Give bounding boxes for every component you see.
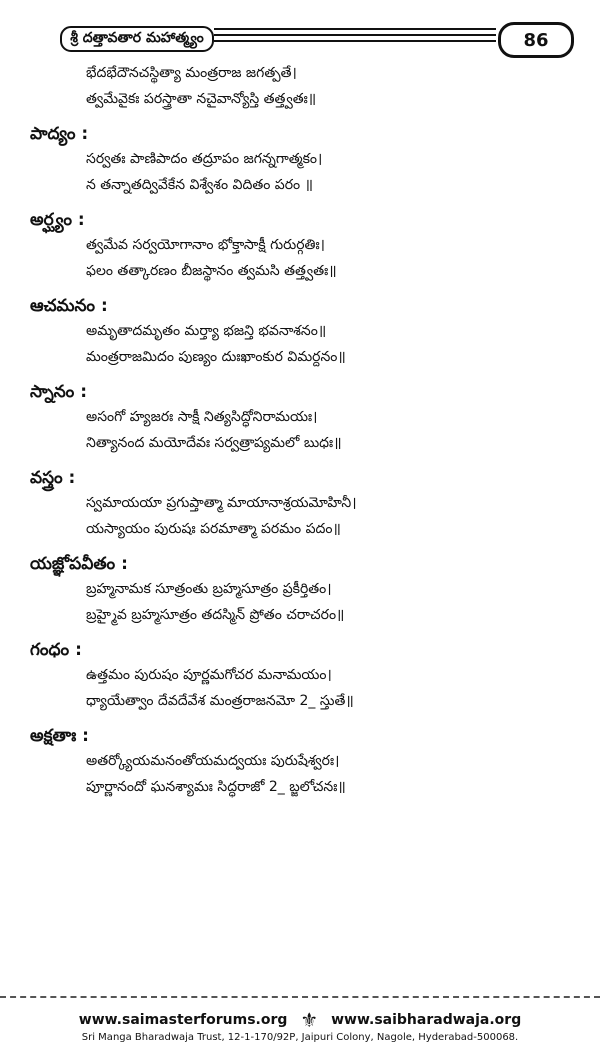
verse-line: సర్వతః పాణిపాదం తద్రూపం జగన్నగాత్మకం। <box>86 151 323 167</box>
page-footer <box>0 988 600 1058</box>
verse-line: అమృతాదమృతం మర్త్యా భజన్తి భవనాశనం॥ <box>86 323 327 339</box>
verse-line: బ్రహ్మైవ బ్రహ్మసూత్రం తదస్మిన్ ప్రోతం చరాచరం॥ <box>86 607 345 623</box>
section-snanam <box>0 380 600 456</box>
verse-line: న తన్నాతద్వివేకేన విశ్వేశం విదితం పరం ॥ <box>86 177 313 193</box>
verse-line: ధ్యాయేత్వాం దేవదేవేశ మంత్రరాజనమో 2_ స్తుతే॥ <box>86 693 354 709</box>
verse-line: ఫలం తత్కారణం బీజస్థానం త్వమసి తత్త్వతః॥ <box>86 263 337 279</box>
section-akshatah <box>0 724 600 800</box>
page-header <box>0 0 600 62</box>
verse-line: యస్యాయం పురుషః పరమాత్మా పరమం పదం॥ <box>86 521 341 537</box>
section-arghyam <box>0 208 600 284</box>
section-gandham <box>0 638 600 714</box>
website-link-left[interactable]: www.saimasterforums.org <box>78 1012 288 1028</box>
verse-line: స్వమాయయా ప్రగుప్తాత్మా మాయానాశ్రయమోహినీ। <box>86 495 357 511</box>
verse-line: ఉత్తమం పురుషం పూర్ణమగోచర మనామయం। <box>86 667 332 683</box>
section-heading: వస్త్రం : <box>30 468 76 488</box>
verse-line: అసంగో హ్యజరః సాక్షీ నిత్యసిద్ధోనిరామయః। <box>86 409 318 425</box>
section-padyam <box>0 122 600 198</box>
section-vastram <box>0 466 600 542</box>
section-heading: ఆచమనం : <box>30 296 108 316</box>
section-yajnopavitam <box>0 552 600 628</box>
verse-line: పూర్ణానందో ఘనశ్యామః సిద్ధరాజో 2_ బ్జలోచనః॥ <box>86 779 346 795</box>
fleur-de-lis-icon: ⚜ <box>300 1008 319 1032</box>
footer-websites <box>0 1008 600 1032</box>
verse-line: బ్రహ్మనామక సూత్రంతు బ్రహ్మసూత్రం ప్రకీర్తితం। <box>86 581 332 597</box>
website-link-right[interactable]: www.saibharadwaja.org <box>331 1012 522 1028</box>
book-title: శ్రీ దత్తావతార మహాత్మ్యం <box>60 26 214 52</box>
section-achamanam <box>0 294 600 370</box>
page-number: 86 <box>498 22 574 58</box>
verse-line: త్వమేవ సర్వయోగానాం భోక్తాసాక్షీ గురుర్గతిః। <box>86 237 325 253</box>
verse-line: త్వమేవైకః పరస్త్రాతా నచైవాన్యోస్తి తత్త్వతః॥ <box>86 91 317 107</box>
footer-divider <box>0 996 600 1000</box>
section-heading: యజ్ఞోపవీతం : <box>30 554 128 574</box>
verse-line: భేదభేదౌనచస్థిత్యా మంత్రరాజ జగత్పతే। <box>86 65 297 81</box>
verse-line: అతర్క్యోయమనంతోయమద్వయః పురుషేశ్వరః। <box>86 753 340 769</box>
section-heading: పాద్యం : <box>30 124 89 144</box>
section-intro <box>0 60 600 112</box>
section-heading: స్నానం : <box>30 382 88 402</box>
verse-line: మంత్రరాజమిదం పుణ్యం దుఃఖాంకుర విమర్దనం॥ <box>86 349 346 365</box>
trust-address: Sri Manga Bharadwaja Trust, 12-1-170/92P, Jaipuri Colony, Nagole, Hyderabad-500068. <box>81 1032 519 1043</box>
verse-content <box>0 60 600 800</box>
header-rule-lines <box>214 28 496 48</box>
section-heading: అర్ఘ్యం : <box>30 210 85 230</box>
verse-line: నిత్యానంద మయోదేవః సర్వత్రాప్యమలో బుధః॥ <box>86 435 342 451</box>
section-heading: గంధం : <box>30 640 82 660</box>
section-heading: అక్షతాః : <box>30 726 89 746</box>
